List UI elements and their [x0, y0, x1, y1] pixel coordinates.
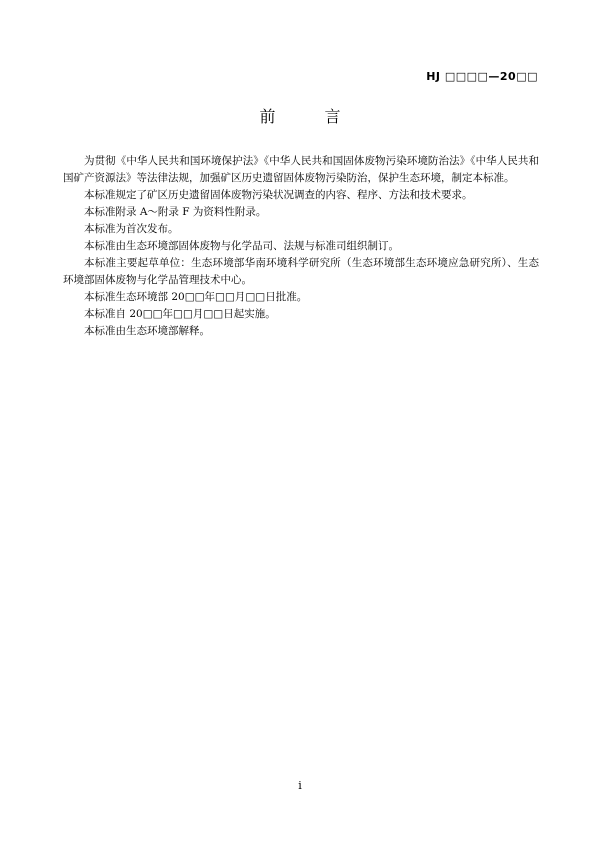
paragraph: 本标准主要起草单位：生态环境部华南环境科学研究所（生态环境部生态环境应急研究所）、生态环境部固体废物与化学品管理技术中心。 — [63, 257, 539, 286]
paragraph: 本标准规定了矿区历史遗留固体废物污染状况调查的内容、程序、方法和技术要求。 — [84, 189, 473, 201]
foreword-body — [63, 153, 539, 340]
paragraph: 为贯彻《中华人民共和国环境保护法》《中华人民共和国固体废物污染环境防治法》《中华人民共和国矿产资源法》等法律法规，加强矿区历史遗留固体废物污染防治，保护生态环境，制定本标准。 — [63, 155, 539, 184]
page-number: i — [298, 779, 302, 792]
standard-code: HJ □□□□—20□□ — [426, 70, 538, 83]
paragraph: 本标准由生态环境部固体废物与化学品司、法规与标准司组织制订。 — [84, 240, 399, 252]
paragraph: 本标准附录 A～附录 F 为资料性附录。 — [84, 206, 267, 218]
paragraph: 本标准生态环境部 20□□年□□月□□日批准。 — [84, 291, 308, 303]
paragraph: 本标准由生态环境部解释。 — [84, 325, 210, 337]
paragraph: 本标准自 20□□年□□月□□日起实施。 — [84, 308, 276, 320]
paragraph: 本标准为首次发布。 — [84, 223, 179, 235]
page-title: 前 言 — [259, 107, 363, 126]
